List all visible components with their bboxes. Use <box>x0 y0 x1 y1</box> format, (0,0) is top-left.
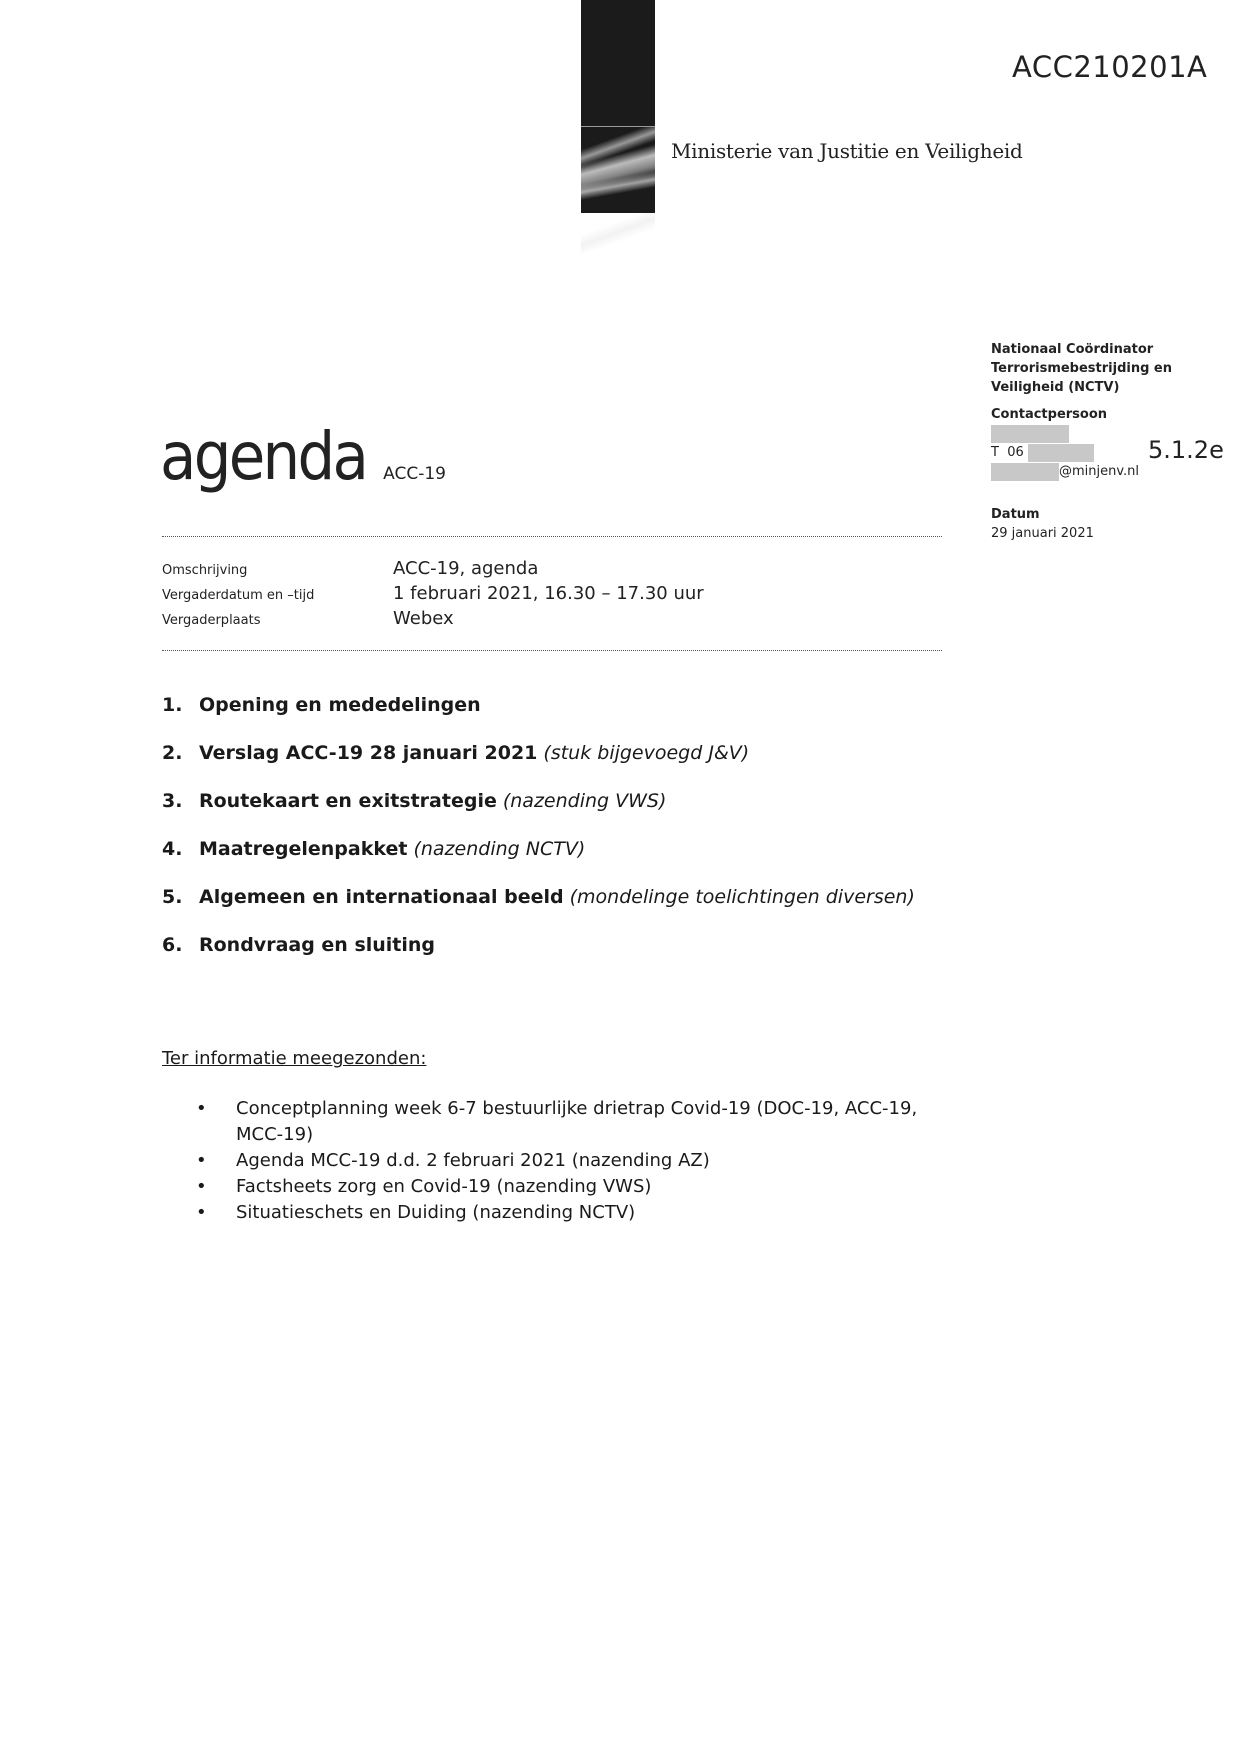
divider-top <box>162 536 942 537</box>
ministry-name: Ministerie van Justitie en Veiligheid <box>671 139 1023 163</box>
info-list-item: • Situatieschets en Duiding (nazending NCTV) <box>196 1200 936 1226</box>
agenda-item: 3. Routekaart en exitstrategie (nazending VWS) <box>162 790 667 812</box>
redacted-phone <box>1028 444 1094 462</box>
meta-row: Vergaderdatum en –tijd 1 februari 2021, 16.30 – 17.30 uur <box>162 583 704 604</box>
logo-texture <box>581 127 655 213</box>
contact-phone: T 06 <box>991 443 1231 462</box>
date-label: Datum <box>991 507 1040 522</box>
document-code: ACC210201A <box>1012 50 1208 84</box>
agenda-item: 5. Algemeen en internationaal beeld (mondelinge toelichtingen diversen) <box>162 886 915 908</box>
title-main: agenda <box>160 418 367 495</box>
agenda-item: 1. Opening en mededelingen <box>162 694 481 716</box>
date-value: 29 januari 2021 <box>991 526 1094 541</box>
info-list-item: • Factsheets zorg en Covid-19 (nazending VWS) <box>196 1174 936 1200</box>
redacted-email <box>991 463 1059 481</box>
bullet-icon: • <box>196 1150 207 1171</box>
agenda-item: 6. Rondvraag en sluiting <box>162 934 436 956</box>
agenda-list <box>162 694 915 982</box>
meta-row: Vergaderplaats Webex <box>162 608 454 629</box>
document-title <box>160 418 466 495</box>
title-sub: ACC-19 <box>383 464 446 484</box>
redaction-code: 5.1.2e <box>1148 436 1224 464</box>
info-list-item: • Conceptplanning week 6-7 bestuurlijke drietrap Covid-19 (DOC-19, ACC-19, MCC-19) <box>196 1096 936 1148</box>
ministry-logo <box>581 0 655 213</box>
info-list <box>196 1096 936 1226</box>
divider-bottom <box>162 650 942 651</box>
bullet-icon: • <box>196 1176 207 1197</box>
bullet-icon: • <box>196 1202 207 1223</box>
contact-label: Contactpersoon <box>991 407 1108 422</box>
info-heading: Ter informatie meegezonden: <box>162 1048 427 1069</box>
meeting-details <box>162 558 704 633</box>
info-list-item: • Agenda MCC-19 d.d. 2 februari 2021 (nazending AZ) <box>196 1148 936 1174</box>
agenda-item: 2. Verslag ACC-19 28 januari 2021 (stuk bijgevoegd J&V) <box>162 742 750 764</box>
bullet-icon: • <box>196 1098 207 1119</box>
contact-email: @minjenv.nl <box>991 462 1231 481</box>
logo-reflection <box>581 213 655 258</box>
agenda-item: 4. Maatregelenpakket (nazending NCTV) <box>162 838 586 860</box>
meta-row: Omschrijving ACC-19, agenda <box>162 558 539 579</box>
organisation-name: Nationaal Coördinator Terrorismebestrijding en Veiligheid (NCTV) <box>991 342 1172 395</box>
